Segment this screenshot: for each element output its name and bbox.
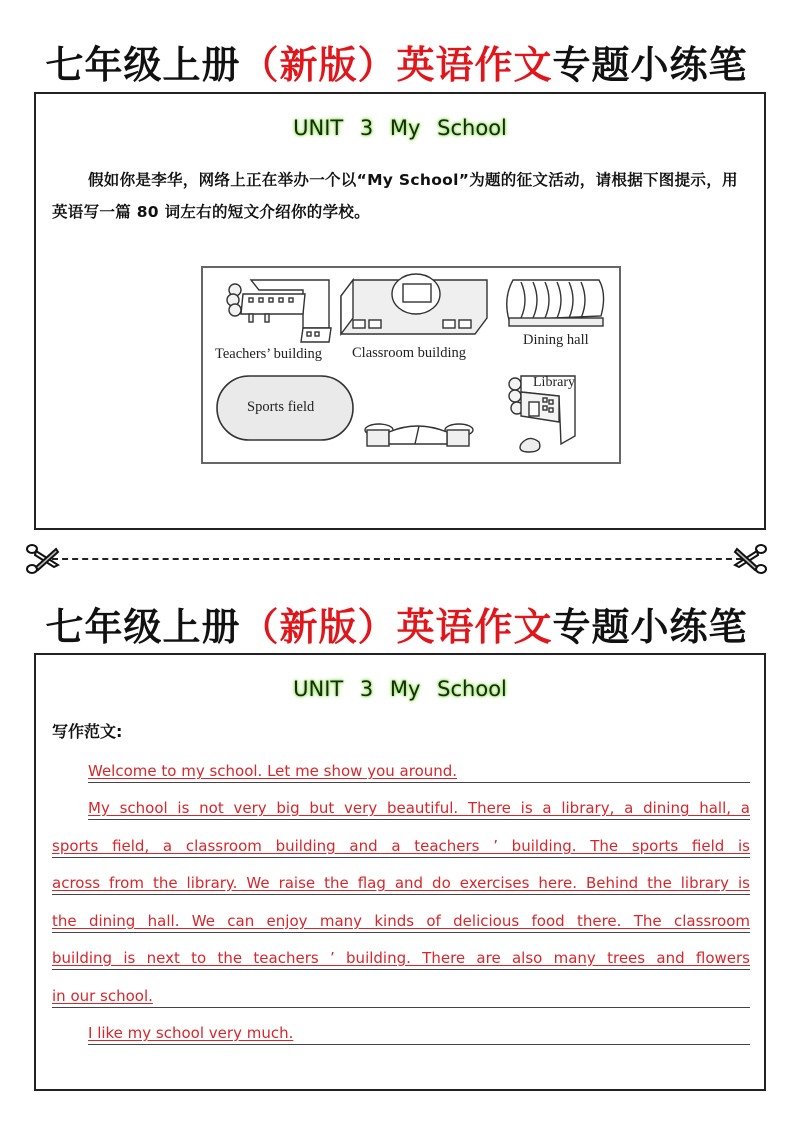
- essay-line: Welcome to my school. Let me show you around.: [88, 759, 750, 783]
- label-sports-field: Sports field: [247, 399, 315, 415]
- title-part-practice: 专题小练笔: [552, 605, 748, 649]
- dining-hall-icon: [507, 280, 604, 326]
- task-box: [34, 92, 766, 530]
- unit-heading: UNIT 3 My School: [293, 677, 507, 701]
- essay-line: building is next to the teachers ’ building. There are also many trees and flowers: [52, 946, 750, 970]
- school-map-figure: [201, 266, 621, 464]
- cut-line-divider: [52, 558, 742, 560]
- sample-essay-label: 写作范文:: [52, 722, 123, 741]
- label-classroom-building: Classroom building: [352, 345, 466, 361]
- page-title-repeat: [0, 602, 793, 652]
- title-part-grade: 七年级上册: [45, 43, 241, 87]
- school-map-drawing: [203, 268, 619, 462]
- teachers-building-icon: [227, 280, 331, 342]
- essay-line: sports field, a classroom building and a teachers ’ building. The sports field is: [52, 834, 750, 858]
- title-part-practice: 专题小练笔: [552, 43, 748, 87]
- writing-prompt: 假如你是李华，网络上正在举办一个以“My School”为题的征文活动，请根据下图提示，用英语写一篇 80 词左右的短文介绍你的学校。: [52, 171, 738, 221]
- title-part-topic: （新版）英语作文: [240, 43, 553, 87]
- essay-line: the dining hall. We can enjoy many kinds of delicious food there. The classroom: [52, 909, 750, 933]
- title-part-topic: （新版）英语作文: [240, 605, 553, 649]
- unit-heading: UNIT 3 My School: [293, 116, 507, 140]
- label-teachers-building: Teachers’ building: [215, 346, 323, 362]
- sample-essay-box: [34, 653, 766, 1091]
- classroom-building-icon: [341, 274, 487, 334]
- scissors-icon: [733, 543, 769, 575]
- label-dining-hall: Dining hall: [523, 332, 589, 348]
- label-library: Library: [533, 375, 575, 390]
- page-title: [0, 40, 793, 90]
- essay-line: My school is not very big but very beautiful. There is a library, a dining hall, a: [88, 796, 750, 820]
- essay-line: across from the library. We raise the flag and do exercises here. Behind the library is: [52, 871, 750, 895]
- gate-icon: [365, 424, 473, 446]
- essay-line: I like my school very much.: [88, 1021, 750, 1045]
- title-part-grade: 七年级上册: [45, 605, 241, 649]
- essay-line: in our school.: [52, 984, 750, 1008]
- scissors-icon: [24, 543, 60, 575]
